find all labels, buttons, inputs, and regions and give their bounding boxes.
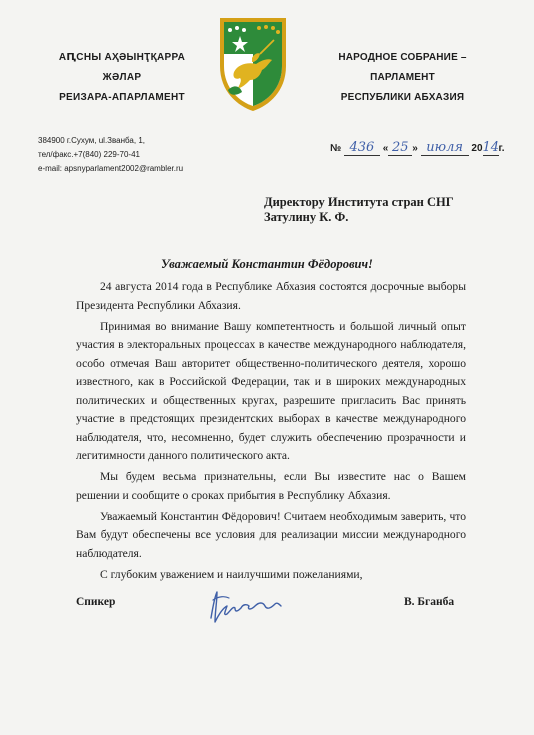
registration-no-label: № [330,143,342,154]
letterhead-right-line-3: РЕСПУБЛИКИ АБХАЗИЯ [340,92,465,103]
registration-quote-close: » [412,143,418,154]
paragraph-4-text: Уважаемый Константин Фёдорович! Считаем необходимым заверить, что Вам будут обеспечены все условия для реализации миссии международного наблюдателя. [76,509,466,560]
paragraph-1-text: 24 августа 2014 года в Республике Абхазия состоятся досрочные выборы Президента Республики Абхазия. [76,280,466,312]
handwritten-signature-icon [205,588,285,628]
addressee-line-1: Директору Института стран СНГ [264,195,454,209]
paragraph-1 [76,278,466,315]
registration-quote-open: « [382,143,389,154]
letterhead-left-line-1: АԤСНЫ АҲӘЫНҬҚАРРА [58,52,186,63]
letter-body [76,278,466,587]
signoff-title: Спикер [76,596,116,608]
contact-block [38,134,183,176]
registration-month: июля [426,140,463,155]
letterhead-right-line-2: ПАРЛАМЕНТ [370,72,435,83]
letterhead-russian-title [335,52,470,112]
letterhead [0,0,534,120]
letterhead-right-line-1: НАРОДНОЕ СОБРАНИЕ – [338,52,467,63]
paragraph-3-text: Мы будем весьма признательны, если Вы известите нас о Вашем решении и сообщите о сроках прибытия в Республику Абхазия. [76,470,466,502]
paragraph-3 [76,468,466,505]
addressee-block [264,195,454,225]
registration-year-field [483,140,499,156]
letter-greeting: Уважаемый Константин Фёдорович! [161,257,373,271]
registration-day-field [388,140,412,156]
paragraph-5 [76,566,466,585]
registration-day: 25 [392,140,409,155]
registration-year-prefix: 20 [471,143,483,154]
registration-number-field [344,140,380,156]
registration-number: 436 [349,140,375,155]
registration-line [330,140,504,156]
contact-address: 384900 г.Сухум, ul.Званба, 1, [38,136,145,145]
letterhead-left-line-2: ЖӘЛАР [102,72,142,83]
paragraph-2-text: Принимая во внимание Вашу компетентность и большой личный опыт участия в электоральных процессах в качестве международного наблюдателя, особо отмечая Ваш авторитет общественно-политического деятеля, хорошо известного, как в Российской Федерации, так и в широких международных политических и общественных кругах, разрешите пригласить Вас принять участие в предстоящих президентских выборах в качестве международного наблюдателя, что, несомненно, будет служить обеспечению прозрачности и легитимности данного политического акта. [76,319,466,462]
paragraph-5-text: С глубоким уважением и наилучшими пожеланиями, [100,567,363,581]
addressee-line-2: Затулину К. Ф. [264,210,349,224]
registration-year-suffix: 14 [482,140,500,155]
signoff-name: В. Бганба [404,596,455,608]
letterhead-abkhaz-title [52,52,192,112]
paragraph-2 [76,318,466,466]
registration-year-unit: г. [498,143,505,154]
letterhead-left-line-3: РЕИЗАРА-АПАРЛАМЕНТ [59,92,185,103]
contact-phone: тел/факс.+7(840) 229-70-41 [38,150,140,159]
paragraph-4 [76,508,466,564]
abkhazia-coat-of-arms-icon [216,14,290,114]
registration-month-field [421,140,469,156]
contact-email: e-mail: apsnyparlament2002@rambler.ru [38,164,184,173]
